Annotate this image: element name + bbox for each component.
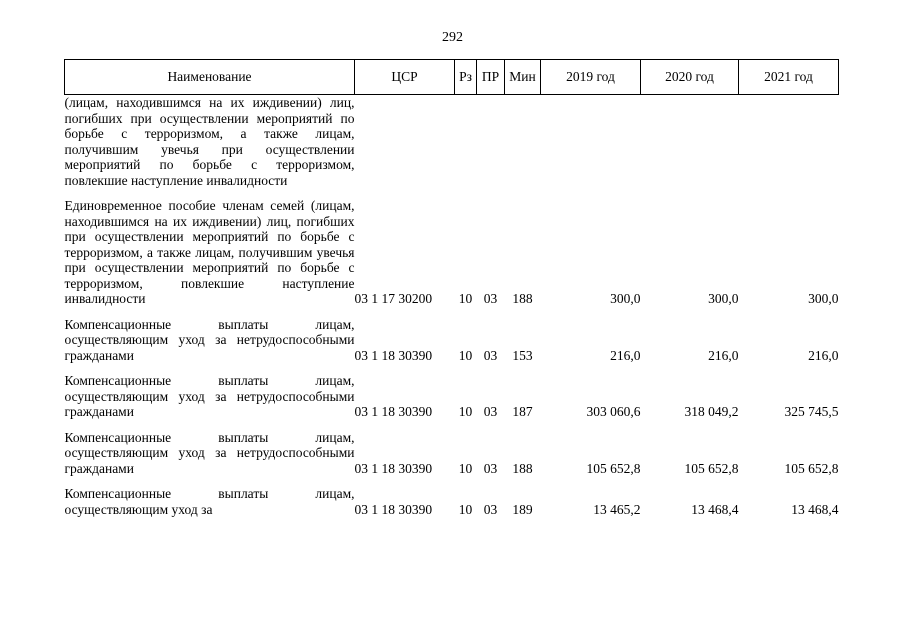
row-2021: 105 652,8	[784, 460, 839, 476]
header-2021: 2021 год	[739, 60, 839, 95]
row-2019: 216,0	[610, 347, 641, 363]
row-pr	[477, 95, 505, 189]
header-2020: 2020 год	[641, 60, 739, 95]
row-min: 188	[512, 291, 533, 306]
header-pr: ПР	[477, 60, 505, 95]
row-2019: 13 465,2	[593, 501, 641, 517]
table-row	[65, 198, 839, 307]
table-header-row	[65, 60, 839, 95]
row-csr: 03 1 18 30390	[354, 404, 433, 419]
row-2020: 300,0	[708, 291, 739, 306]
row-csr: 03 1 17 30200	[354, 291, 433, 306]
row-2020: 13 468,4	[691, 501, 739, 517]
row-rz: 10	[458, 347, 473, 363]
table-row	[65, 486, 839, 517]
row-2021: 300,0	[808, 291, 839, 306]
row-name: Компенсационные выплаты лицам, осуществляющим уход за	[64, 486, 355, 517]
row-2020: 216,0	[708, 347, 739, 363]
row-min: 189	[512, 501, 533, 517]
row-rz: 10	[458, 501, 473, 517]
row-csr: 03 1 18 30390	[354, 460, 433, 476]
row-pr: 03	[483, 460, 498, 476]
row-pr: 03	[483, 291, 498, 306]
budget-table	[64, 59, 839, 517]
row-pr: 03	[483, 501, 498, 517]
row-2019: 105 652,8	[586, 460, 641, 476]
table-row	[65, 317, 839, 364]
row-2021: 216,0	[808, 347, 839, 363]
row-2021	[739, 95, 839, 189]
row-rz	[455, 95, 477, 189]
row-pr: 03	[483, 404, 498, 419]
table-row	[65, 95, 839, 189]
row-2020	[641, 95, 739, 189]
row-csr: 03 1 18 30390	[354, 501, 433, 517]
header-name: Наименование	[65, 60, 355, 95]
row-name: Единовременное пособие членам семей (лицам, находившимся на их иждивении) лиц, погибших при осуществлении мероприятий по борьбе с терроризмом, а также лицам, получившим увечья при осуществлении мероприятий по борьбе с терроризмом, повлекшие наступление инвалидности	[64, 198, 355, 306]
header-rz: Рз	[455, 60, 477, 95]
row-name: Компенсационные выплаты лицам, осуществляющим уход за нетрудоспособными гражданами	[64, 429, 355, 476]
row-min: 153	[512, 347, 533, 363]
row-rz: 10	[458, 404, 473, 419]
table-row	[65, 373, 839, 420]
row-2020: 105 652,8	[684, 460, 739, 476]
row-min: 187	[512, 404, 533, 419]
row-2019: 300,0	[610, 291, 641, 306]
page-number: 292	[442, 30, 463, 45]
table-row	[65, 430, 839, 477]
row-name: (лицам, находившимся на их иждивении) лиц, погибших при осуществлении мероприятий по борьбе с терроризмом, а также лицам, получившим увечья при осуществлении мероприятий по борьбе с терроризмом, повлекшие наступление инвалидности	[64, 95, 355, 188]
row-name: Компенсационные выплаты лицам, осуществляющим уход за нетрудоспособными гражданами	[64, 316, 355, 363]
row-2021: 325 745,5	[784, 404, 839, 419]
row-min	[505, 95, 541, 189]
row-rz: 10	[458, 291, 473, 306]
row-2019	[541, 95, 641, 189]
row-min: 188	[512, 460, 533, 476]
row-pr: 03	[483, 347, 498, 363]
header-2019: 2019 год	[541, 60, 641, 95]
row-rz: 10	[458, 460, 473, 476]
row-name: Компенсационные выплаты лицам, осуществляющим уход за нетрудоспособными гражданами	[64, 373, 355, 419]
header-min: Мин	[505, 60, 541, 95]
row-2019: 303 060,6	[586, 404, 641, 419]
row-csr: 03 1 18 30390	[354, 347, 433, 363]
row-2021: 13 468,4	[791, 501, 839, 517]
header-csr: ЦСР	[355, 60, 455, 95]
row-2020: 318 049,2	[684, 404, 739, 419]
row-csr	[355, 95, 455, 189]
